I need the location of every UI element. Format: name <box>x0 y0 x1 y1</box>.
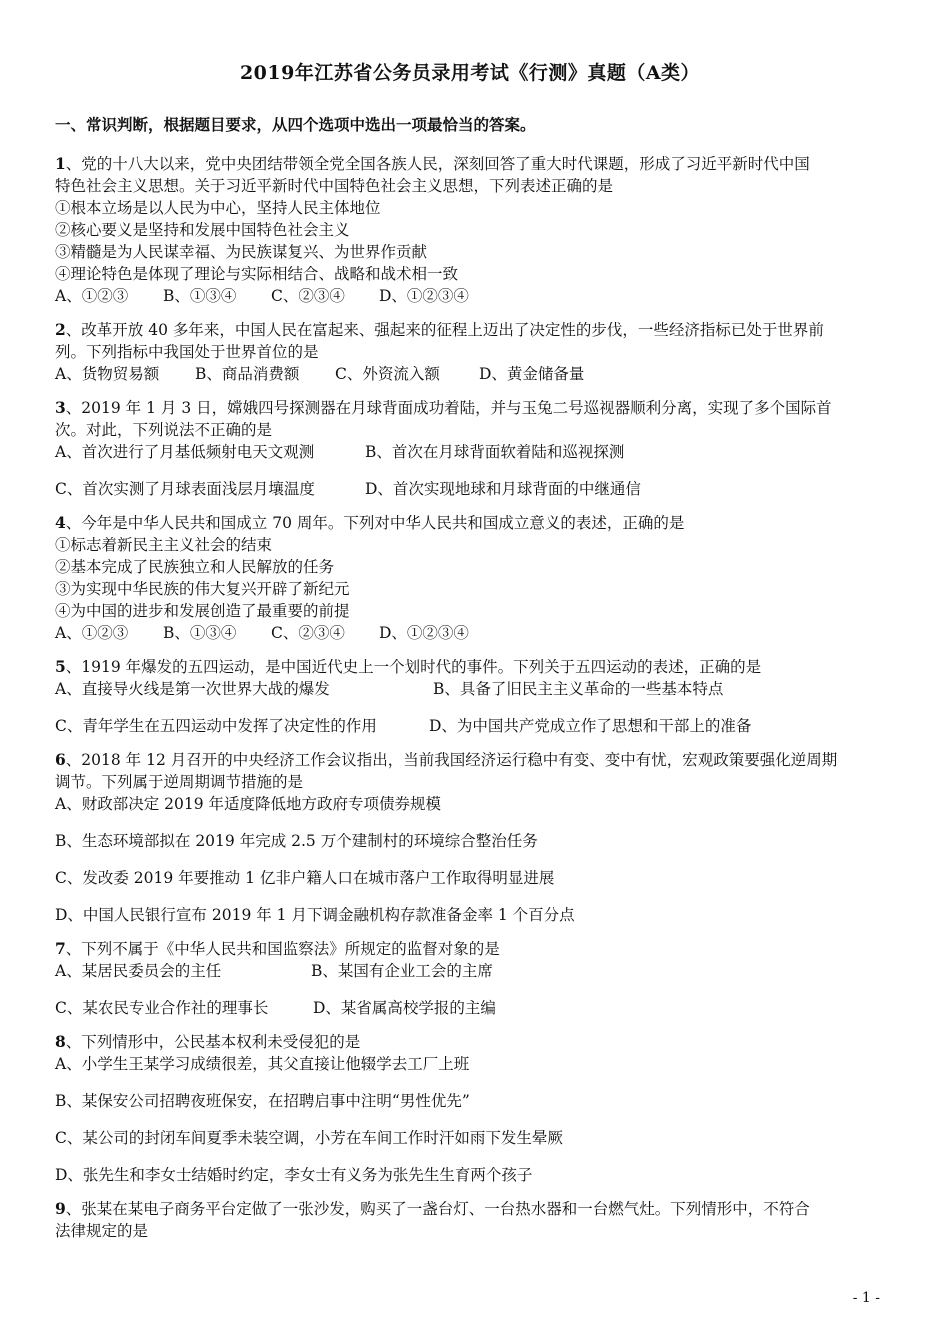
question-stem-line: 7、下列不属于《中华人民共和国监察法》所规定的监督对象的是 <box>55 939 500 958</box>
options-row <box>55 715 885 737</box>
question-stem-line: 特色社会主义思想。关于习近平新时代中国特色社会主义思想，下列表述正确的是 <box>55 177 614 195</box>
page-number: - 1 - <box>852 1290 880 1306</box>
question-number: 9 <box>55 1199 66 1218</box>
options-row <box>55 997 885 1019</box>
statement-item: ④为中国的进步和发展创造了最重要的前提 <box>55 602 350 620</box>
option-c: C、发改委 2019 年要推动 1 亿非户籍人口在城市落户工作取得明显进展 <box>55 869 555 887</box>
statement-item: ③精髓是为人民谋幸福、为民族谋复兴、为世界作贡献 <box>55 243 428 261</box>
option-a: A、首次进行了月基低频射电天文观测 <box>55 443 315 461</box>
question-9 <box>55 1198 885 1242</box>
option-b: B、商品消费额 <box>195 365 300 383</box>
question-1 <box>55 153 885 307</box>
question-4 <box>55 512 885 644</box>
statement-item: ①标志着新民主主义社会的结束 <box>55 536 273 554</box>
option-a: A、直接导火线是第一次世界大战的爆发 <box>55 680 330 698</box>
option-c: C、某农民专业合作社的理事长 <box>55 999 269 1017</box>
option-d: D、某省属高校学报的主编 <box>313 999 496 1017</box>
option-d: D、黄金储备量 <box>479 365 585 383</box>
option-a: A、货物贸易额 <box>55 365 160 383</box>
question-5 <box>55 656 885 737</box>
option-b: B、①③④ <box>163 287 237 305</box>
option-d: D、张先生和李女士结婚时约定，李女士有义务为张先生生育两个孩子 <box>55 1166 533 1184</box>
option-d: D、为中国共产党成立作了思想和干部上的准备 <box>429 717 752 735</box>
option-c: C、②③④ <box>271 287 345 305</box>
option-a: A、小学生王某学习成绩很差，其父直接让他辍学去工厂上班 <box>55 1055 470 1073</box>
option-b: B、首次在月球背面软着陆和巡视探测 <box>365 443 625 461</box>
options-row <box>55 285 885 307</box>
question-stem-line: 1、党的十八大以来，党中央团结带领全党全国各族人民，深刻回答了重大时代课题，形成了习近平新时代中国 <box>55 154 810 173</box>
question-2 <box>55 319 885 385</box>
question-number: 2 <box>55 320 66 339</box>
option-c: C、首次实测了月球表面浅层月壤温度 <box>55 480 315 498</box>
question-number: 5 <box>55 657 66 676</box>
question-6 <box>55 749 885 926</box>
question-stem-line: 2、改革开放 40 多年来，中国人民在富起来、强起来的征程上迈出了决定性的步伐，一些经济指标已处于世界前 <box>55 320 824 339</box>
question-stem-line: 调节。下列属于逆周期调节措施的是 <box>55 773 304 791</box>
question-stem-line: 3、2019 年 1 月 3 日，嫦娥四号探测器在月球背面成功着陆，并与玉兔二号巡视器顺利分离，实现了多个国际首 <box>55 398 832 417</box>
question-8 <box>55 1031 885 1186</box>
option-b: B、具备了旧民主主义革命的一些基本特点 <box>433 680 724 698</box>
question-stem-line: 次。对此，下列说法不正确的是 <box>55 421 273 439</box>
question-number: 1 <box>55 154 66 173</box>
section-heading: 一、常识判断，根据题目要求，从四个选项中选出一项最恰当的答案。 <box>55 115 536 134</box>
question-7 <box>55 938 885 1019</box>
options-row <box>55 960 885 982</box>
document-page <box>55 58 885 1254</box>
option-d: D、①②③④ <box>379 624 469 642</box>
question-3 <box>55 397 885 500</box>
question-stem-line: 法律规定的是 <box>55 1222 149 1240</box>
option-a: A、某居民委员会的主任 <box>55 962 222 980</box>
statement-item: ④理论特色是体现了理论与实际相结合、战略和战术相一致 <box>55 265 459 283</box>
option-a: A、财政部决定 2019 年适度降低地方政府专项债券规模 <box>55 795 441 813</box>
option-d: D、①②③④ <box>379 287 469 305</box>
options-row <box>55 622 885 644</box>
option-c: C、外资流入额 <box>335 365 440 383</box>
options-row <box>55 478 885 500</box>
options-row <box>55 363 885 385</box>
question-number: 4 <box>55 513 66 532</box>
question-number: 7 <box>55 939 66 958</box>
options-row <box>55 678 885 700</box>
option-c: C、②③④ <box>271 624 345 642</box>
statement-item: ①根本立场是以人民为中心，坚持人民主体地位 <box>55 199 381 217</box>
statement-item: ③为实现中华民族的伟大复兴开辟了新纪元 <box>55 580 350 598</box>
question-number: 6 <box>55 750 66 769</box>
option-b: B、生态环境部拟在 2019 年完成 2.5 万个建制村的环境综合整治任务 <box>55 832 538 850</box>
question-stem-line: 5、1919 年爆发的五四运动，是中国近代史上一个划时代的事件。下列关于五四运动的表述，正确的是 <box>55 657 762 676</box>
option-d: D、首次实现地球和月球背面的中继通信 <box>365 480 641 498</box>
option-d: D、中国人民银行宣布 2019 年 1 月下调金融机构存款准备金率 1 个百分点 <box>55 906 575 924</box>
options-row <box>55 441 885 463</box>
option-b: B、某国有企业工会的主席 <box>311 962 493 980</box>
question-stem-line: 8、下列情形中，公民基本权利未受侵犯的是 <box>55 1032 361 1051</box>
question-stem-line: 9、张某在某电子商务平台定做了一张沙发，购买了一盏台灯、一台热水器和一台燃气灶。下列情形中，不符合 <box>55 1199 810 1218</box>
question-stem-line: 列。下列指标中我国处于世界首位的是 <box>55 343 319 361</box>
question-stem-line: 4、今年是中华人民共和国成立 70 周年。下列对中华人民共和国成立意义的表述，正确的是 <box>55 513 685 532</box>
option-a: A、①②③ <box>55 287 129 305</box>
statement-item: ②基本完成了民族独立和人民解放的任务 <box>55 558 335 576</box>
option-b: B、①③④ <box>163 624 237 642</box>
option-c: C、某公司的封闭车间夏季未装空调，小芳在车间工作时汗如雨下发生晕厥 <box>55 1129 563 1147</box>
question-number: 8 <box>55 1032 66 1051</box>
question-number: 3 <box>55 398 66 417</box>
statement-item: ②核心要义是坚持和发展中国特色社会主义 <box>55 221 350 239</box>
question-stem-line: 6、2018 年 12 月召开的中央经济工作会议指出，当前我国经济运行稳中有变、变中有忧，宏观政策要强化逆周期 <box>55 750 838 769</box>
option-c: C、青年学生在五四运动中发挥了决定性的作用 <box>55 717 377 735</box>
option-a: A、①②③ <box>55 624 129 642</box>
option-b: B、某保安公司招聘夜班保安，在招聘启事中注明“男性优先” <box>55 1092 470 1110</box>
page-title: 2019年江苏省公务员录用考试《行测》真题（A类） <box>239 62 701 84</box>
